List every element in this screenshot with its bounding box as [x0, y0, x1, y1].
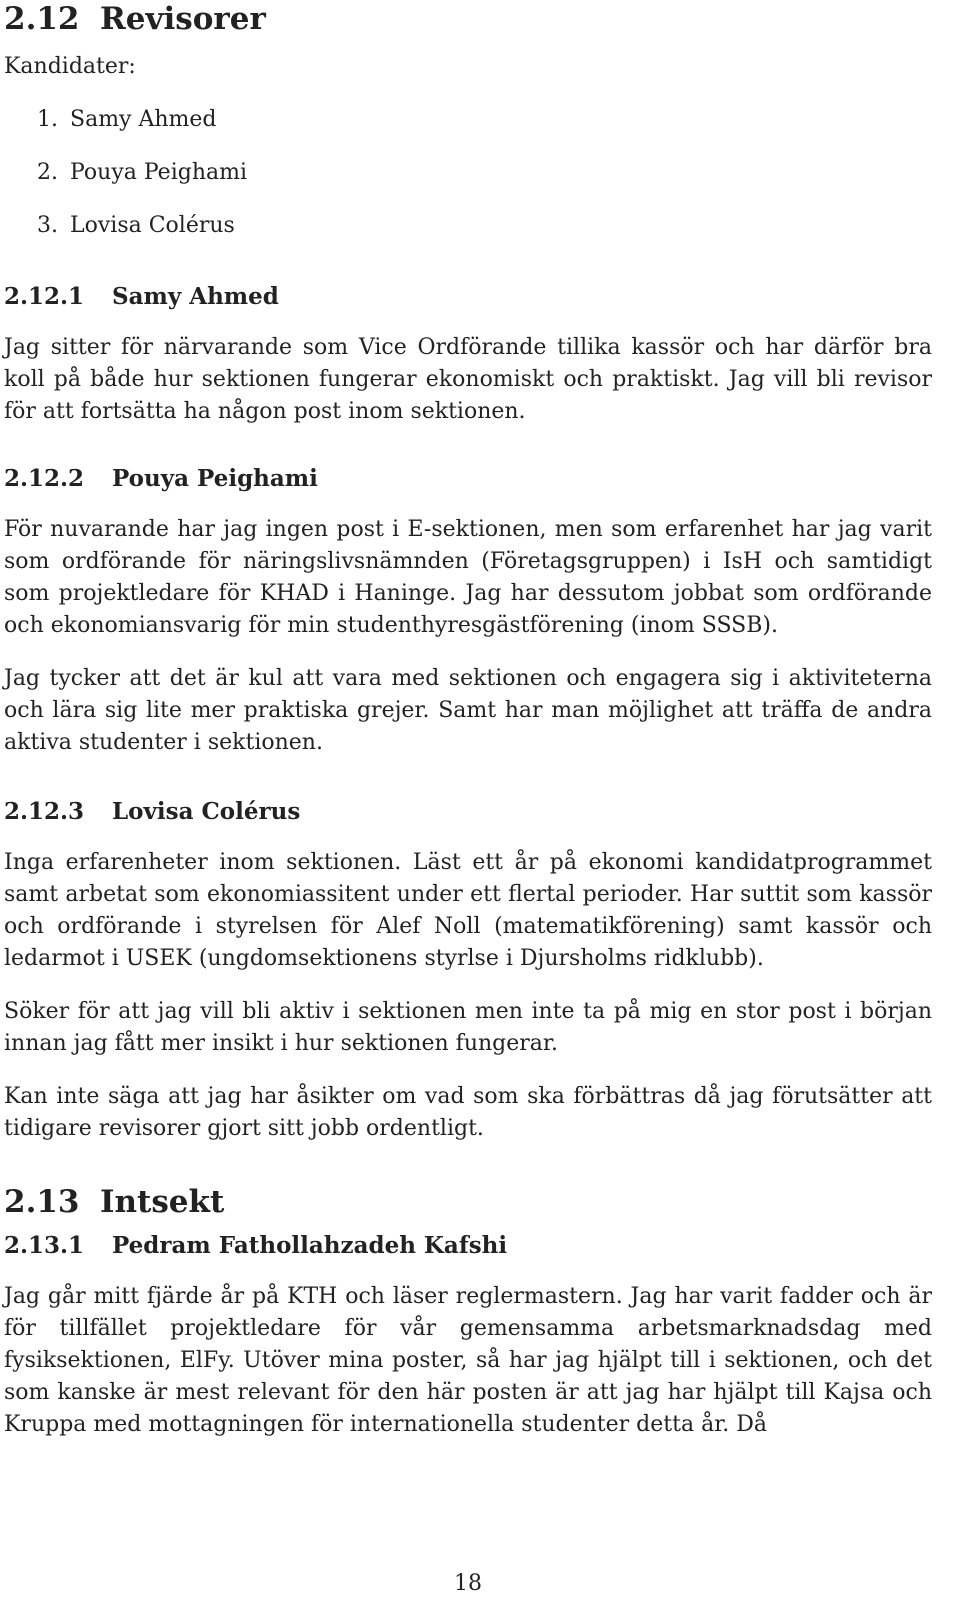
paragraph: Jag sitter för närvarande som Vice Ordförande tillika kassör och har därför bra koll på både hur sektionen fungerar ekonomiskt och praktiskt. Jag vill bli revisor för att fortsätta ha någon post inom sektionen.: [4, 335, 932, 424]
page-content: [4, 0, 932, 1441]
subsection-heading-pouya-peighami: [4, 464, 932, 494]
section-number: 2.13: [4, 1184, 80, 1220]
paragraph: Jag tycker att det är kul att vara med sektionen och engagera sig i aktiviteterna och lära sig lite mer praktiska grejer. Samt har man möjlighet att träffa de andra aktiva studenter i sektionen.: [4, 666, 932, 755]
subsection-heading-lovisa-colerus: [4, 797, 932, 827]
section-title: Revisorer: [100, 1, 266, 37]
subsection-title: Pedram Fathollahzadeh Kafshi: [112, 1232, 508, 1259]
section-number: 2.12: [4, 1, 80, 37]
subsection-number: 2.12.1: [4, 283, 85, 310]
paragraph: Kan inte säga att jag har åsikter om vad som ska förbättras då jag förutsätter att tidigare revisorer gjort sitt jobb ordentligt.: [4, 1084, 932, 1141]
list-item: [4, 210, 932, 242]
candidates-list: [4, 104, 932, 242]
paragraph: Jag går mitt fjärde år på KTH och läser reglermastern. Jag har varit fadder och är för tillfället projektledare för vår gemensamma arbetsmarknadsdag med fysiksektionen, ElFy. Utöver mina poster, så har jag hjälpt till i sektionen, och det som kanske är mest relevant för den här posten är att jag har hjälpt till Kajsa och Kruppa med mottagningen för internationella studenter detta år. Då: [4, 1284, 932, 1437]
paragraph: Söker för att jag vill bli aktiv i sektionen men inte ta på mig en stor post i början innan jag fått mer insikt i hur sektionen fungerar.: [4, 999, 932, 1056]
list-item-number: 1.: [37, 107, 58, 132]
subsection-number: 2.12.2: [4, 465, 85, 492]
section-heading-revisorer: [4, 0, 932, 38]
paragraph: Inga erfarenheter inom sektionen. Läst ett år på ekonomi kandidatprogrammet samt arbetat som ekonomiassitent under ett flertal perioder. Har suttit som kassör och ordförande i styrelsen för Alef Noll (matematikförening) samt kassör och ledarmot i USEK (ungdomsektionens styrlse i Djursholms ridklubb).: [4, 850, 932, 971]
subsection-title: Samy Ahmed: [112, 283, 279, 310]
list-item-name: Samy Ahmed: [70, 107, 217, 132]
subsection-number: 2.13.1: [4, 1232, 85, 1259]
list-item-number: 2.: [37, 160, 58, 185]
candidates-label: Kandidater:: [4, 54, 136, 79]
list-item-name: Pouya Peighami: [70, 160, 247, 185]
subsection-number: 2.12.3: [4, 798, 85, 825]
page-number: 18: [454, 1571, 482, 1596]
section-title: Intsekt: [100, 1184, 225, 1220]
list-item: [4, 157, 932, 189]
subsection-title: Pouya Peighami: [112, 465, 318, 492]
list-item-number: 3.: [37, 213, 58, 238]
subsection-title: Lovisa Colérus: [112, 798, 301, 825]
subsection-heading-samy-ahmed: [4, 282, 932, 312]
list-item-name: Lovisa Colérus: [70, 213, 235, 238]
section-heading-intsekt: [4, 1183, 932, 1221]
subsection-heading-pedram: [4, 1231, 932, 1261]
paragraph: För nuvarande har jag ingen post i E-sektionen, men som erfarenhet har jag varit som ordförande för näringslivsnämnden (Företagsgruppen) i IsH och samtidigt som projektledare för KHAD i Haninge. Jag har dessutom jobbat som ordförande och ekonomiansvarig för min studenthyresgästförening (inom SSSB).: [4, 517, 932, 638]
list-item: [4, 104, 932, 136]
